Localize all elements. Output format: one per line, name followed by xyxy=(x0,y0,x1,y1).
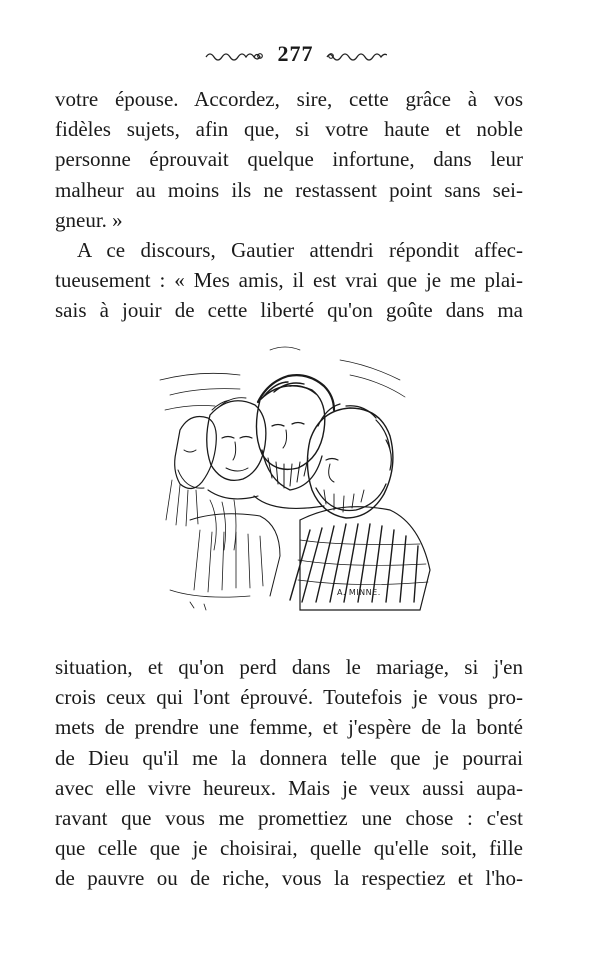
paragraph-second xyxy=(55,235,523,326)
text-line: que celle que je choisirai, quelle qu'elle soit, fille xyxy=(55,836,523,861)
right-ornament-icon xyxy=(325,49,387,63)
left-ornament-icon xyxy=(204,49,266,63)
text-line: malheur au moins ils ne restassent point sans sei- xyxy=(55,177,523,202)
text-line: sais à jouir de cette liberté qu'on goûte dans ma xyxy=(55,298,523,323)
page-header xyxy=(0,40,591,68)
text-line: avec elle vivre heureux. Mais je veux aussi aupa- xyxy=(55,775,523,800)
text-line: ravant que vous me promettiez une chose : c'est xyxy=(55,805,523,830)
text-line: de pauvre ou de riche, vous la respectiez et l'ho- xyxy=(55,866,523,891)
text-line: situation, et qu'on perd dans le mariage, si j'en xyxy=(55,655,523,679)
page-number: 277 xyxy=(277,41,314,66)
paragraph-top xyxy=(55,84,523,235)
engraving-illustration xyxy=(150,340,435,615)
paragraph-bottom xyxy=(55,652,523,894)
text-line: votre épouse. Accordez, sire, cette grâce à vos xyxy=(55,87,523,111)
text-line: crois ceux qui l'ont éprouvé. Toutefois je vous pro- xyxy=(55,685,523,710)
text-line: gneur. » xyxy=(55,207,123,232)
text-line: de Dieu qu'il me la donnera telle que je pourrai xyxy=(55,745,523,770)
text-line: fidèles sujets, afin que, si votre haute et noble xyxy=(55,117,523,142)
text-line: A ce discours, Gautier attendri répondit affec- xyxy=(77,238,523,262)
text-line: tueusement : « Mes amis, il est vrai que je me plai- xyxy=(55,268,523,293)
text-line: mets de prendre une femme, et j'espère de la bonté xyxy=(55,715,523,740)
illustration-signature: A. MINNE. xyxy=(337,588,381,597)
text-line: personne éprouvait quelque infortune, dans leur xyxy=(55,147,523,172)
